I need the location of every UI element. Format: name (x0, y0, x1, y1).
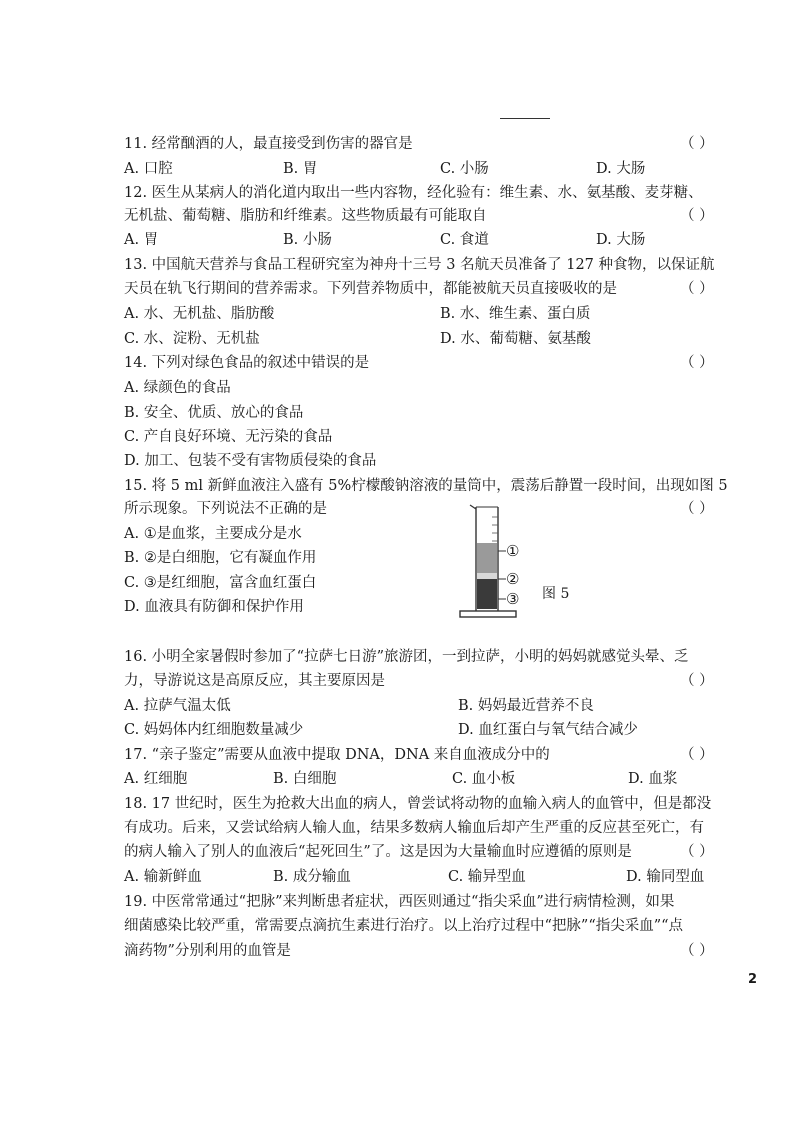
question-13-option-b: B. 水、维生素、蛋白质 (440, 306, 591, 322)
header-rule (500, 118, 550, 119)
question-14-option-c: C. 产自良好环境、无污染的食品 (124, 429, 333, 445)
question-18-answer-blank: （ ） (680, 844, 714, 860)
question-18-option-c: C. 输异型血 (448, 869, 526, 885)
question-18-option-d: D. 输同型血 (626, 869, 705, 885)
question-13-answer-blank: （ ） (680, 281, 714, 297)
question-16-option-b: B. 妈妈最近营养不良 (458, 698, 594, 714)
question-11-option-b: B. 胃 (283, 161, 318, 177)
question-15-stem-line1: 15. 将 5 ml 新鲜血液注入盛有 5%柠檬酸钠溶液的量筒中，震荡后静置一段时间，出现如图 5 (124, 478, 728, 494)
question-16-stem-line2: 力，导游说这是高原反应，其主要原因是 (124, 673, 385, 689)
question-18-option-b: B. 成分输血 (273, 869, 351, 885)
page-number: 2 (748, 972, 758, 987)
question-15-option-b: B. ②是白细胞，它有凝血作用 (124, 550, 317, 566)
question-17-stem: 17. “亲子鉴定”需要从血液中提取 DNA，DNA 来自血液成分中的 (124, 747, 550, 763)
question-12-option-c: C. 食道 (440, 232, 489, 248)
question-16-option-d: D. 血红蛋白与氧气结合减少 (458, 722, 638, 738)
question-15-stem-line2: 所示现象。下列说法不正确的是 (124, 501, 327, 517)
figure-marker-2: ② (506, 570, 520, 588)
question-12-option-a: A. 胃 (124, 232, 159, 248)
question-13-option-a: A. 水、无机盐、脂肪酸 (124, 306, 275, 322)
graduated-cylinder-figure (458, 503, 578, 621)
question-14-option-b: B. 安全、优质、放心的食品 (124, 405, 304, 421)
question-18-option-a: A. 输新鲜血 (124, 869, 202, 885)
question-16-stem-line1: 16. 小明全家暑假时参加了“拉萨七日游”旅游团，一到拉萨，小明的妈妈就感觉头晕、乏 (124, 649, 689, 665)
question-14-stem: 14. 下列对绿色食品的叙述中错误的是 (124, 355, 370, 371)
figure-marker-3: ③ (506, 590, 520, 608)
question-12-option-d: D. 大肠 (596, 232, 646, 248)
question-16-answer-blank: （ ） (680, 673, 714, 689)
question-19-answer-blank: （ ） (680, 943, 714, 959)
question-11-stem: 11. 经常酗酒的人，最直接受到伤害的器官是 (124, 136, 413, 152)
question-18-stem-line1: 18. 17 世纪时，医生为抢救大出血的病人，曾尝试将动物的血输入病人的血管中，但是都没 (124, 796, 712, 812)
question-17-option-a: A. 红细胞 (124, 771, 188, 787)
question-17-option-d: D. 血浆 (628, 771, 678, 787)
question-15-option-a: A. ①是血浆，主要成分是水 (124, 526, 302, 542)
question-12-stem-line1: 12. 医生从某病人的消化道内取出一些内容物，经化验有：维生素、水、氨基酸、麦芽糖、 (124, 185, 703, 201)
question-11-option-a: A. 口腔 (124, 161, 173, 177)
question-11-option-d: D. 大肠 (596, 161, 646, 177)
question-13-option-d: D. 水、葡萄糖、氨基酸 (440, 331, 591, 347)
question-12-option-b: B. 小肠 (283, 232, 332, 248)
question-19-stem-line2: 细菌感染比较严重，常需要点滴抗生素进行治疗。以上治疗过程中“把脉”“指尖采血”“点 (124, 918, 684, 934)
question-14-option-a: A. 绿颜色的食品 (124, 380, 231, 396)
question-12-stem-line2: 无机盐、葡萄糖、脂肪和纤维素。这些物质最有可能取自 (124, 208, 487, 224)
question-15-option-c: C. ③是红细胞，富含血红蛋白 (124, 575, 317, 591)
question-14-option-d: D. 加工、包装不受有害物质侵染的食品 (124, 453, 377, 469)
question-14-answer-blank: （ ） (680, 355, 714, 371)
question-17-option-c: C. 血小板 (452, 771, 516, 787)
figure-marker-1: ① (506, 542, 520, 560)
question-15-answer-blank: （ ） (680, 501, 714, 517)
question-19-stem-line3: 滴药物”分别利用的血管是 (124, 943, 291, 959)
question-13-option-c: C. 水、淀粉、无机盐 (124, 331, 260, 347)
question-11-answer-blank: （ ） (680, 136, 714, 152)
question-19-stem-line1: 19. 中医常常通过“把脉”来判断患者症状，西医则通过“指尖采血”进行病情检测，如果 (124, 894, 675, 910)
question-15-option-d: D. 血液具有防御和保护作用 (124, 599, 304, 615)
question-17-option-b: B. 白细胞 (273, 771, 337, 787)
question-13-stem-line1: 13. 中国航天营养与食品工程研究室为神舟十三号 3 名航天员准备了 127 种食物，以保证航 (124, 257, 715, 273)
question-18-stem-line2: 有成功。后来，又尝试给病人输人血，结果多数病人输血后却产生严重的反应甚至死亡，有 (124, 820, 704, 836)
question-17-answer-blank: （ ） (680, 747, 714, 763)
figure-5-caption: 图 5 (542, 586, 570, 602)
question-11-option-c: C. 小肠 (440, 161, 489, 177)
question-18-stem-line3: 的病人输入了别人的血液后“起死回生”了。这是因为大量输血时应遵循的原则是 (124, 844, 632, 860)
question-12-answer-blank: （ ） (680, 208, 714, 224)
question-13-stem-line2: 天员在轨飞行期间的营养需求。下列营养物质中，都能被航天员直接吸收的是 (124, 281, 617, 297)
question-16-option-c: C. 妈妈体内红细胞数量减少 (124, 722, 304, 738)
question-16-option-a: A. 拉萨气温太低 (124, 698, 231, 714)
